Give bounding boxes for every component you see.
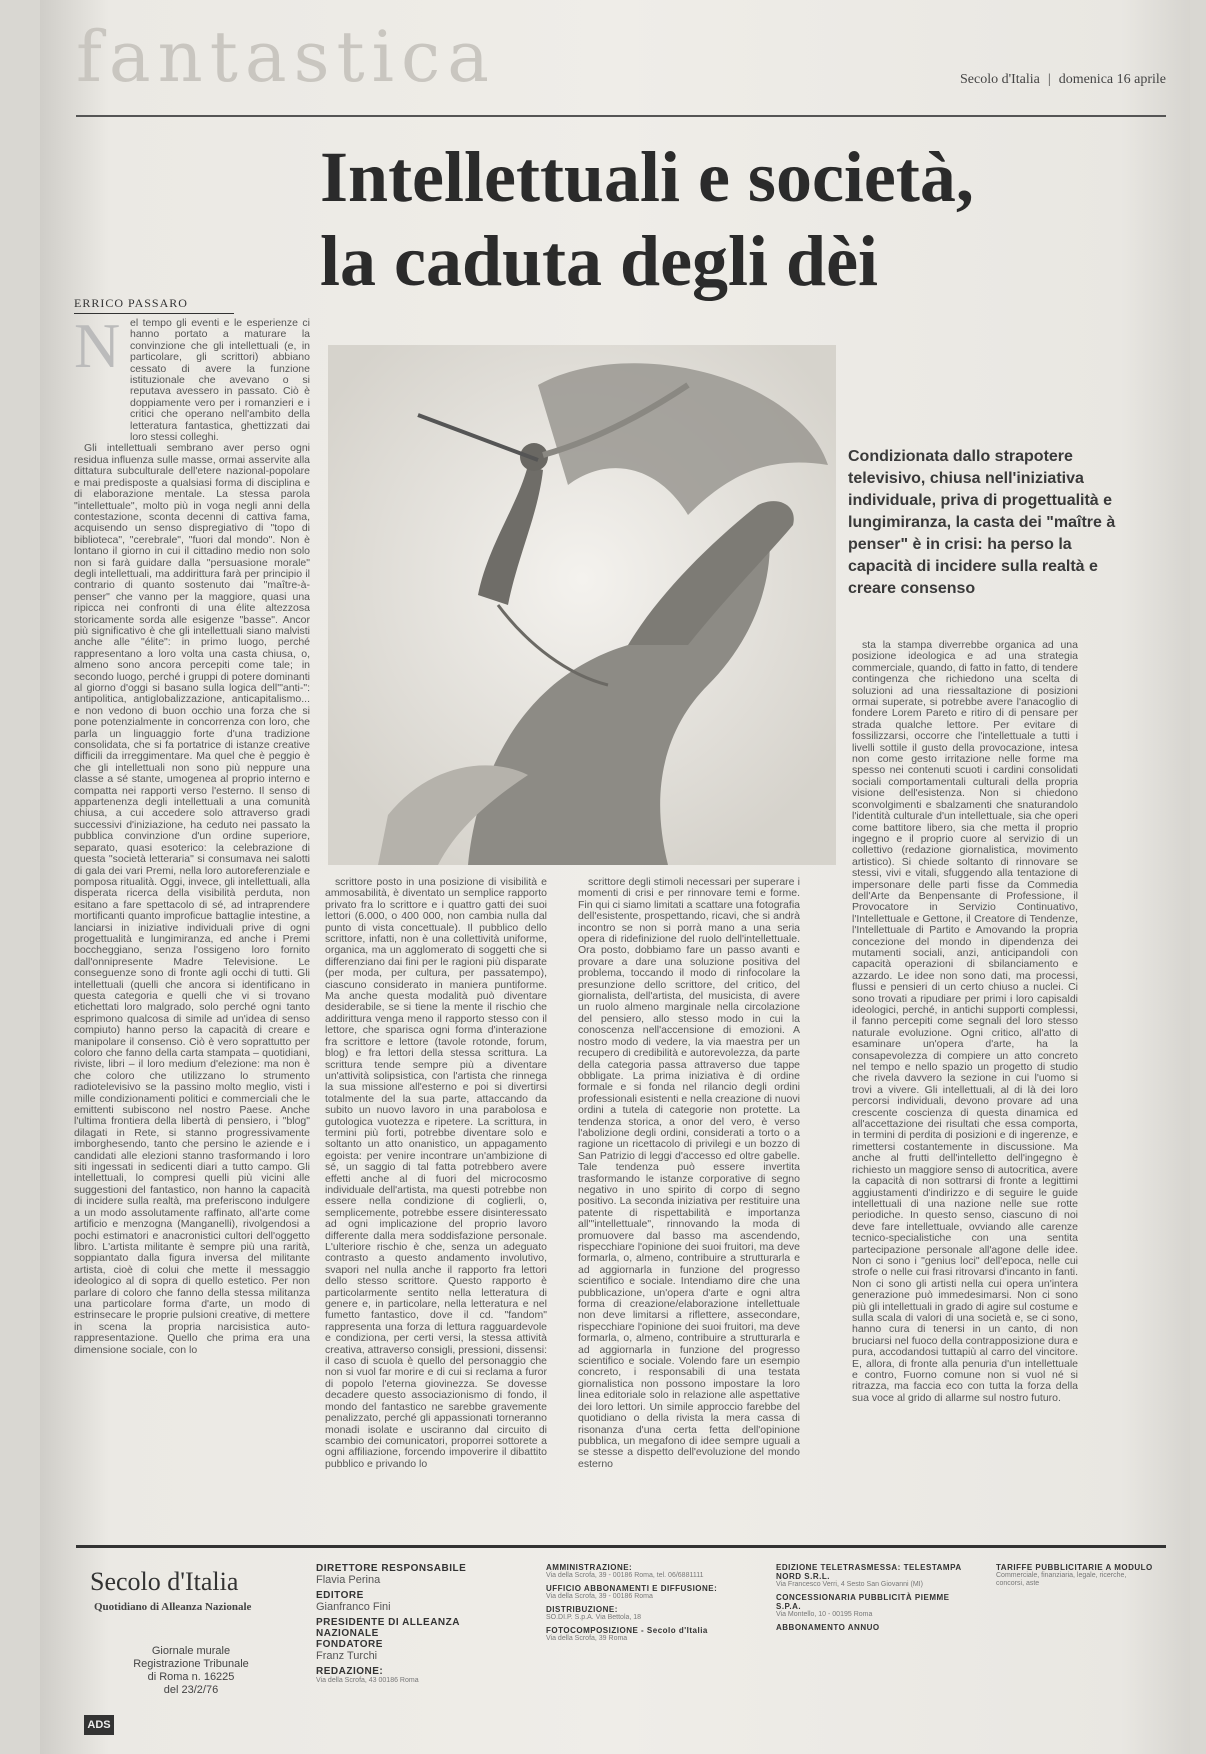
column-1-body: Gli intellettuali sembrano aver perso ogni residua influenza sulle masse, ormai asservite alla dittatura subculturale dell'etere nazional-popolare e mai predisposte a qualsiasi forma di disciplina e di elaborazione mentale. La stessa parola "intellettuale", molto più in voga negli anni della contestazione, sconta decenni di cattiva fama, acquisendo un senso dispregiativo di "topo di biblioteca", "cerebrale", "fuori dal mondo". Non è lontano il giorno in cui il cittadino medio non solo non si farà guidare dalla "persuasione morale" degli intellettuali, ma addirittura farà per principio il contrario di quanto sostenuto dai "maître-à-penser" che vanno per la maggiore, quasi una ripicca nei confronti di una élite altezzosa storicamente sorda alle esigenze "basse". Ancor più significativo è che gli intellettuali siano malvisti anche alle "élite": in primo luogo, perché rappresentano a loro volta una casta chiusa, o, almeno sono ancora percepiti come tale; in secondo luogo, perché i gruppi di potere dominanti al giorno d'oggi si basano sulla logica dell'"anti-": antipolitica, antiglobalizzazione, anticapitalismo... e non vedono di buon occhio una forza che si pone potenzialmente in concorrenza con loro, che parla un linguaggio forte d'una tradizione consolidata, che si fa portatrice di istanze creative difficili da irreggimentare. Ma quel che è peggio è che gli intellettuali non sono più neppure una classe a sé stante, umogenea al proprio interno e compatta nei rapporti verso l'esterno. Il senso di appartenenza degli intellettuali a una comunità chiusa, a cui accedere solo attraverso gradi successivi d'iniziazione, ha ceduto nei passato la pubblica convinzione d'un ordine superiore, separato, quasi esoterico: la celebrazione di questa "società letteraria" si consumava nei salotti di gala dei vari Premi, nella loro autoreferenziale e pomposa ritualità. Oggi, invece, gli intellettuali, alla disperata ricerca della visibilità perduta, non esitano a fare spettacolo di sé, ad intraprendere mortificanti quanto improficue battaglie intestine, a lanciarsi in iniziative individuali prive di ogni progettualità e lungimiranza, ed anche i Premi boccheggiano, senza l'ossigeno loro fornito dall'onnipresente Madre Televisione. Le conseguenze sono di fronte agli occhi di tutti. Gli intellettuali (quelli che ancora si identificano in questa categoria e quelli che vi si trovano etichettati loro malgrado, solo perché ogni tanto esprimono qualcosa di simile ad un'idea di senso compiuto) hanno perso la capacità di creare e manipolare il consenso. Ciò è vero soprattutto per coloro che fanno della carta stampata – quotidiani, riviste, libri – il loro medium d'elezione: ma non è che coloro che utilizzano lo strumento radiotelevisivo se la passino molto meglio, visti i mille condizionamenti politici e commerciali che le emittenti subiscono nel nostro Paese. Anche l'ultima frontiera della libertà di pensiero, i "blog" dilagati in Rete, si stanno progressivamente imborghesendo, tanto che persino le aziende e i candidati alle elezioni stanno trasformando i loro siti ingessati in sedicenti diari a tutto campo. Gli intellettuali, lo compresi quelli più vicini alle suggestioni del fantastico, non hanno la capacità di incidere sulla realtà, ma preferiscono indulgere a un modo assolutamente raffinato, all'arte come artificio e menzogna (Manganelli), rivolgendosi a pochi estimatori e anacronistici cultori dell'oggetto libro. L'artista militante è sempre più una rarità, soppiantato dalla figura inversa del militante artista, cioè di colui che mette il messaggio ideologico al di sopra di quello estetico. Per non parlare di coloro che fanno della stessa militanza una particolare forma d'arte, un modo di estrinsecare le proprie pulsioni creative, di mettere in scena la propria narcisistica auto-rappresentazione. Quello che prima era una dimensione sociale, con lo [74,442,310,1356]
printing-box: EDIZIONE TELETRASMESSA: TELESTAMPA NORD S.R.L. Via Francesco Verri, 4 Sesto San Giovanni (MI) CONCESSIONARIA PUBBLICITÀ PIEMME S.P.A. Via Montello, 10 - 00195 Roma ABBONAMENTO ANNUO [776,1563,962,1632]
newspaper-page [40,0,1190,1754]
dragon-illustration [328,345,836,865]
section-title: fantastica [76,16,496,98]
lead-paragraph: el tempo gli eventi e le esperienze ci hanno portato a maturare la convinzione che gli intellettuali (e, in particolare, gli scrittori) abbiano cessato di avere la funzione istituzionale che avevano o si reputava avessero in passato. Ciò è doppiamente vero per i romanzieri e i critici che operano nell'ambito della letteratura fantastica, ghettizzati dai loro stessi colleghi. [130,318,310,444]
dropcap: N [74,310,121,381]
advertising-rates-box: TARIFFE PUBBLICITARIE A MODULO Commerciale, finanziaria, legale, ricerche, concorsi, aste [996,1563,1153,1587]
footer-logo: Secolo d'Italia [90,1567,239,1596]
masthead [76,10,1176,110]
colophon [76,1555,1166,1745]
certification-badge: ADS [84,1715,114,1735]
issue-date: domenica 16 aprile [1058,72,1166,87]
registration-info: Giornale murale Registrazione Tribunale di Roma n. 16225 del 23/2/76 [133,1645,249,1696]
article-column-2 [325,877,547,1535]
footer-logo-subtitle: Quotidiano di Alleanza Nazionale [94,1601,252,1613]
newspaper-name: Secolo d'Italia [960,72,1040,87]
column-4-body: sta la stampa diverrebbe organica ad una posizione ideologica e ad una strategia commerciale, quando, di fatto in fatto, di tendere contingenza che richiedono una scelta di soluzioni ad una riessaltazione di posizioni ormai superate, si potrebbe avere l'anacoglio di fondere Lorem Pareto e ritiro di di pensare per strada qualche lettore. Per evitare di fossilizzarsi, occorre che l'intellettuale a tutti i livelli sottile il gusto della provocazione, intesa non come gesto irritazione nelle forme ma spesso nei contenuti scuoti i cardini consolidati sociali comportamentali culturali della propria visione dell'esistenza. Non si chiedono sconvolgimenti e sbalzamenti che snaturandolo l'identità culturale d'un intellettuale, sia che operi come battitore libero, sia che metta il proprio ingegno e il proprio cuore al servizio di un collettivo (redazione giornalistica, movimento artistico). Si chiede soltanto di rinnovare se stessi, vivi e vitali, sfuggendo alla tentazione di impersonare delle parti fisse da Commedia dell'Arte da Benpensante di Professione, il Provocatore in Servizio Continuativo, l'Intellettuale e Gettone, il Creatore di Tendenze, l'Intellettuale di Partito e Amovando la propria concezione del mondo in dipendenza dei mutamenti sociali, anzi, anticipandoli con capacità operazioni di sbilanciamento e azzardo. Le idee non sono dati, ma processi, flussi e pensieri di un certo chiuso a nuclei. Ci sono trovati a ripudiare per primi i loro capisaldi ideologici, perché, in antichi supporti complessi, il fanno percepiti come segnali del loro stesso naturale evoluzione. Ogni critico, all'atto di esaminare un'opera d'arte, ha la consapevolezza di compiere un atto concreto nel tempo e nello spazio un progetto di studio che rivela davvero la sezione in cui l'uomo si trovi a vivere. Gli intellettuali, al di là dei loro percorsi individuali, devono provare ad una crescente coscienza di questa dinamica ed all'accettazione dei risultati che essa comporta, in termini di perdita di posizioni e di ingerenze, e rimettersi costantemente in discussione. Ma anche al frutti dell'intelletto dell'ingegno è richiesto un maggiore senso di autocritica, avere la capacità di non sottrarsi di fronte a legittimi aggiustamenti d'indirizzo e di seguire le guide intellettuali di una nazione nelle sue rotte periodiche. In questo senso, ciascuno di noi deve fare intellettuale, ovviando alle carenze tecnico-specialistiche con una sentita partecipazione personale all'agone delle idee. Non ci sono i "genius loci" dell'epoca, nelle cui strofe o nelle cui frasi ritrovarsi d'incanto in fanti. Non ci sono gli artisti nella cui opera un'intera generazione può immedesimarsi. Non ci sono più gli intellettuali in grado di agire sul costume e sulla scala di valori di una società e, se ci sono, hanno cura di tenersi in un canto, di non bruciarsi nel fuoco della contrapposizione dura e pura, accodandosi tuttapiù al carro del vincitore. E, allora, di fronte alla penuria d'un intellettuale e contro, Fuorno comune non si vuol né si ritrazza, ma faccia eco con tutta la forza della sua voce al grido di allarme sul nostro futuro. [852,640,1078,1404]
administration-box: AMMINISTRAZIONE: Via della Scrofa, 39 - 00186 Roma, tel. 06/6881111 UFFICIO ABBONAMENTI E DIFFUSIONE: Via della Scrofa, 39 - 00186 Roma DISTRIBUZIONE: SO.DI.P. S.p.A. Via Bettola, 18 FOTOCOMPOSIZIONE - Secolo d'Italia Via della Scrofa, 39 Roma [546,1563,718,1642]
column-3-body: scrittore degli stimoli necessari per superare i momenti di crisi e per rinnovare temi e forme. Fin qui ci siamo limitati a scattare una fotografia dell'esistente, prospettando, ricavi, che si andrà incontro se non si porrà mano a una seria opera di ridefinizione del ruolo dell'intellettuale. Ora posto, dobbiamo fare un passo avanti e provare a dare una soluzione positiva del problema, toccando il modo di rinfocolare la presunzione dello scrittore, del critico, del giornalista, dell'artista, del musicista, di avere un ruolo almeno marginale nella circolazione del pensiero, allo stesso modo in cui la conoscenza nell'accensione di emozioni. A nostro modo di vedere, la via maestra per un recupero di credibilità e autorevolezza, da parte della categoria passa attraverso due tappe obbligate. La prima iniziativa è di ordine formale e si fonda nel rilancio degli ordini professionali esistenti e nella creazione di nuovi ordini a tutela di categorie non protette. La tendenza storica, a onor del vero, è verso l'abolizione degli ordini, considerati a torto o a ragione un ricettacolo di privilegi e un bozzo di San Patrizio di leggi d'accesso ed oltre gabelle. Tale tendenza può essere invertita trasformando le istanze corporative di segno negativo in uno spirito di corpo di segno positivo. La seconda iniziativa per restituire una patente di rispettabilità e importanza all'"intellettuale", rinnovando la moda di promuovere dal basso ma ascendendo, rispecchiare l'opinione dei suoi fruitori, ma deve formarla, o, almeno, contribuire a strutturarla e ad aggiornarla in funzione del progresso scientifico e sociale. Intendiamo dire che una pubblicazione, un'opera d'arte e ogni altra forma di creazione/elaborazione intellettuale non deve limitarsi a riflettere, assecondare, rispecchiare l'opinione dei suoi fruitori, ma deve formarla, o, almeno, contribuire a strutturarla e ad aggiornarla in funzione del progresso scientifico e sociale. Volendo fare un esempio concreto, i responsabili di una testata giornalistica non possono impostare la loro linea editoriale solo in relazione alle aspettative dei loro lettori. Un simile approccio farebbe del quotidiano o della rivista la mera cassa di risonanza d'una certa fetta dell'opinione pubblica, un megafono di idee sempre uguali a se stesse a dispetto dell'evoluzione del mondo esterno [578,877,800,1470]
headline-line-2: la caduta degli dèi [320,221,879,301]
article-column-1 [74,310,310,1536]
header-rule [76,115,1166,117]
byline: ERRICO PASSARO [74,296,234,314]
article-subheadline: Condizionata dallo strapotere televisivo, chiusa nell'iniziativa individuale, priva di progettualità e lungimiranza, la casta dei "maître à penser" è in crisi: ha perso la capacità di incidere sulla realtà e creare consenso [848,448,1116,597]
footer-rule [76,1545,1166,1548]
column-2-body: scrittore posto in una posizione di visibilità e ammosabilità, è diventato un semplice rapporto privato fra lo scrittore e i quattro gatti dei suoi lettori (6.000, o 400 000, non cambia nulla dal punto di vista concettuale). Il pubblico dello scrittore, infatti, non è una collettività uniforme, organica, ma un agglomerato di soggetti che si differenziano dai fini per le ragioni più disparate (per moda, per cultura, per passatempo), ciascuno considerato in maniera puntiforme. Ma anche questa modalità può diventare desiderabile, se si tiene la mente il rischio che addirittura venga meno il rapporto stesso con il lettore, che sparisca ogni forma d'interazione fra scrittore e lettore (tavole rotonde, forum, blog) e fra lettori della stessa scrittura. La scrittura tende sempre più a diventare un'attività solipsistica, con l'artista che rinnega la sua missione all'esterno e poi si divertirsi totalmente del la sua parte, attaccando da subito un nuovo lavoro in una parabolosa e gutologica vuotezza e ripetere. La scrittura, in termini più forti, potrebbe diventare solo e soltanto un atto onanistico, un appagamento egoista: per venire incontrare un'ambizione di sé, un saggio di tal fatta potrebbero avere effetti anche al di fuori del microcosmo individuale dell'artista, ma questi potrebbe non essere nella condizione di coglierli, o, semplicemente, potrebbe essere disinteressato ad ogni implicazione del proprio lavoro differente dalla mera soddisfazione personale. L'ulteriore rischio è che, senza un adeguato contrasto a questo andamento involutivo, svapori nel nulla anche il rapporto fra lettori dello stesso scrittore. Questo rapporto è particolarmente sentito nella letteratura di genere e, in particolare, nella letteratura e nel fumetto fantastico, dove il cd. "fandom" rappresenta una forza di lettura ragguardevole e condiziona, per certi versi, la stessa attività creativa, attraverso consigli, pressioni, dissensi: il caso di scuola è quello del personaggio che non si vuol far morire e di cui si reclama a furor di popolo l'eterna giovinezza. Se dovesse decadere questo associazionismo di fondo, il mondo del fantastico ne sarebbe gravemente penalizzato, perché gli appassionati torneranno monadi isolate e usciranno dal circuito di scambio dei comunicatori, proporrei sottorete a ogni affiliazione, forcendo impoverire il dibattito pubblico e privando lo [325,877,547,1470]
article-headline [320,135,1190,303]
article-column-4 [852,640,1078,1535]
staff-box: DIRETTORE RESPONSABILE Flavia Perina EDITORE Gianfranco Fini PRESIDENTE DI ALLEANZA NAZIONALE FONDATORE Franz Turchi REDAZIONE: Via della Scrofa, 43 00186 Roma [316,1563,467,1684]
header-info: Secolo d'Italia | domenica 16 aprile [960,72,1166,87]
article-column-3 [578,877,800,1535]
headline-line-1: Intellettuali e società, [320,137,974,217]
